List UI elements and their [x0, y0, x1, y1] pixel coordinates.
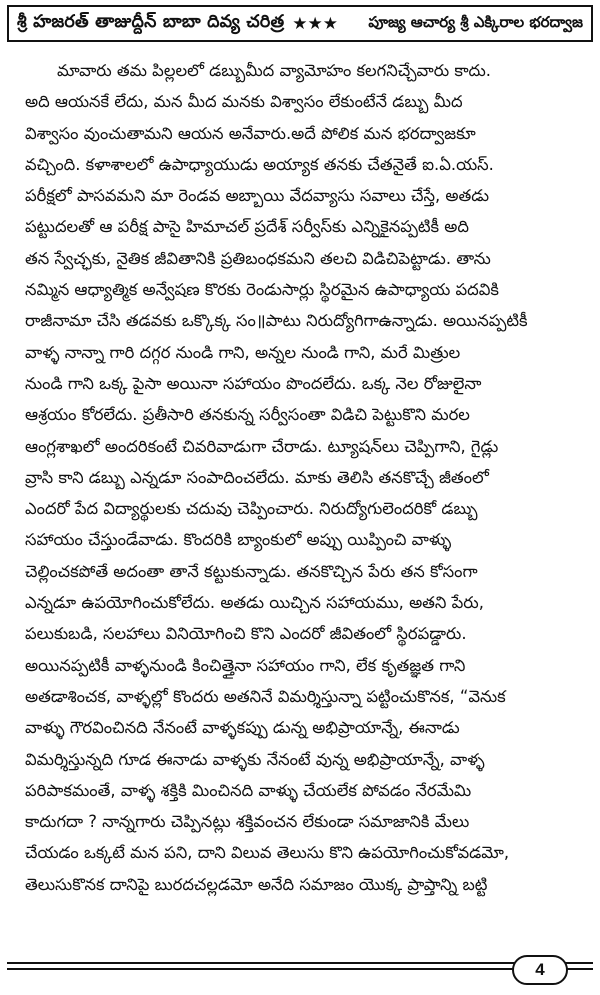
text-line: పలుకుబడి, సలహాలు వినియోగించి కొని ఎందరో జీవితంలో స్థిరపడ్డారు. [25, 624, 467, 644]
footer-rule-top [7, 962, 593, 964]
text-line: వచ్చింది. కళాశాలలో ఉపాధ్యాయుడు అయ్యాక తనకు చేతనైతే ఐ.ఏ.యస్. [25, 154, 494, 174]
text-line: మావారు తమ పిల్లలలో డబ్బుమీద వ్యామోహం కలగనిచ్చేవారు కాదు. [57, 61, 491, 80]
text-line: చేయడం ఒక్కటే మన పని, దాని విలువ తెలుసు కొని ఉపయోగించుకోవడమో, [25, 843, 510, 863]
text-line: విమర్శిస్తున్నది గూడ ఈనాడు వాళ్ళకు నేనంటే వున్న అభిప్రాయాన్నే, వాళ్ళ [25, 749, 485, 769]
text-line: ఆశ్రయం కోరలేదు. ప్రతీసారి తనకున్న సర్వీసంతా విడిచి పెట్టుకొని మరల [25, 405, 470, 425]
author-name: పూజ్య ఆచార్య శ్రీ ఎక్కిరాల భరద్వాజ [368, 12, 583, 31]
page-number: 4 [535, 960, 545, 979]
text-line: చెల్లించకపోతే అదంతా తానే కట్టుకున్నాడు. తనకొచ్చిన పేరు తన కోసంగా [25, 561, 478, 581]
text-line: తన స్వేచ్ఛకు, నైతిక జీవితానికి ప్రతిబంధకమని తలచి విడిచిపెట్టాడు. తాను [25, 248, 491, 268]
page-number-badge [512, 955, 568, 985]
text-line: అది ఆయనకే లేదు, మన మీద మనకు విశ్వాసం లేకుంటేనే డబ్బు మీద [25, 92, 463, 112]
text-line: వ్రాసి కాని డబ్బు ఎన్నడూ సంపాదించలేదు. మాకు తెలిసి తనకొచ్చే జీతంలో [25, 467, 489, 487]
text-line: విశ్వాసం వుంచుతామని ఆయన అనేవారు.అదే పోలిక మన భరద్వాజకూ [25, 123, 476, 143]
star-separator-icon: ★★★ [292, 13, 339, 34]
text-line: కాదుగదా ? నాన్నగారు చెప్పినట్లు శక్తివంచన లేకుండా సమాజానికి మేలు [25, 812, 470, 832]
text-line: పరిపాకమంతే, వాళ్ళ శక్తికి మించినది వాళ్ళు చేయలేక పోవడం నేరమేమి [25, 780, 472, 800]
text-line: పట్టుదలతో ఆ పరీక్ష పాసై హిమాచల్ ప్రదేశ్ సర్వీస్‌కు ఎన్నికైనప్పటికీ అది [25, 217, 469, 237]
text-line: పరీక్షలో పాసవమని మా రెండవ అబ్బాయి వేదవ్యాసు సవాలు చేస్తే, అతడు [25, 186, 490, 206]
text-line: నుండి గాని ఒక్క పైసా అయినా సహాయం పొందలేదు. ఒక్క నెల రోజులైనా [25, 373, 482, 393]
text-line: వాళ్ళ నాన్నా గారి దగ్గర నుండి గాని, అన్నల నుండి గాని, మరే మిత్రుల [25, 342, 461, 362]
text-line: ఆంగ్లశాఖలో అందరికంటే చివరివాడుగా చేరాడు. ట్యూషన్‌లు చెప్పిగాని, గైడ్లు [25, 436, 499, 456]
text-line: నమ్మిన ఆధ్యాత్మిక అన్వేషణ కొరకు రెండుసార్లు స్థిరమైన ఉపాధ్యాయ పదవికి [25, 280, 499, 300]
text-line: ఎన్నడూ ఉపయోగించుకోలేదు. అతడు యిచ్చిన సహాయము, అతని పేరు, [25, 593, 484, 613]
text-line: రాజీనామా చేసి తడవకు ఒక్కొక్క సం॥పాటు నిరుద్యోగిగాఉన్నాడు. అయినప్పటికీ [25, 311, 528, 331]
text-line: ఎందరో పేద విద్యార్థులకు చదువు చెప్పించారు. నిరుద్యోగులెందరికో డబ్బు [25, 499, 478, 519]
text-line: వాళ్ళు గౌరవించినది నేనంటే వాళ్ళకప్పు డున్న అభిప్రాయాన్నే, ఈనాడు [25, 718, 460, 738]
running-header [7, 5, 593, 42]
text-line: అతడాశించక, వాళ్ళల్లో కొందరు అతనినే విమర్శిస్తున్నా పట్టించుకొనక, “వెనుక [25, 686, 506, 706]
text-line: అయినప్పటికీ వాళ్ళనుండి కించిత్తైనా సహాయం గాని, లేక కృతజ్ఞత గాని [25, 655, 466, 675]
body-text [25, 55, 585, 900]
text-line: సహాయం చేస్తుండేవాడు. కొందరికి బ్యాంకులో అప్పు యిప్పించి వాళ్ళు [25, 530, 452, 550]
book-title: శ్రీ హజరత్ తాజుద్దీన్ బాబా దివ్య చరిత్ర [17, 11, 285, 32]
text-line: తెలుసుకొనక దానిపై బురదచల్లడమో అనేది సమాజం యొక్క ప్రాప్తాన్ని బట్టి [25, 874, 488, 894]
footer-rule-bottom [7, 968, 593, 970]
